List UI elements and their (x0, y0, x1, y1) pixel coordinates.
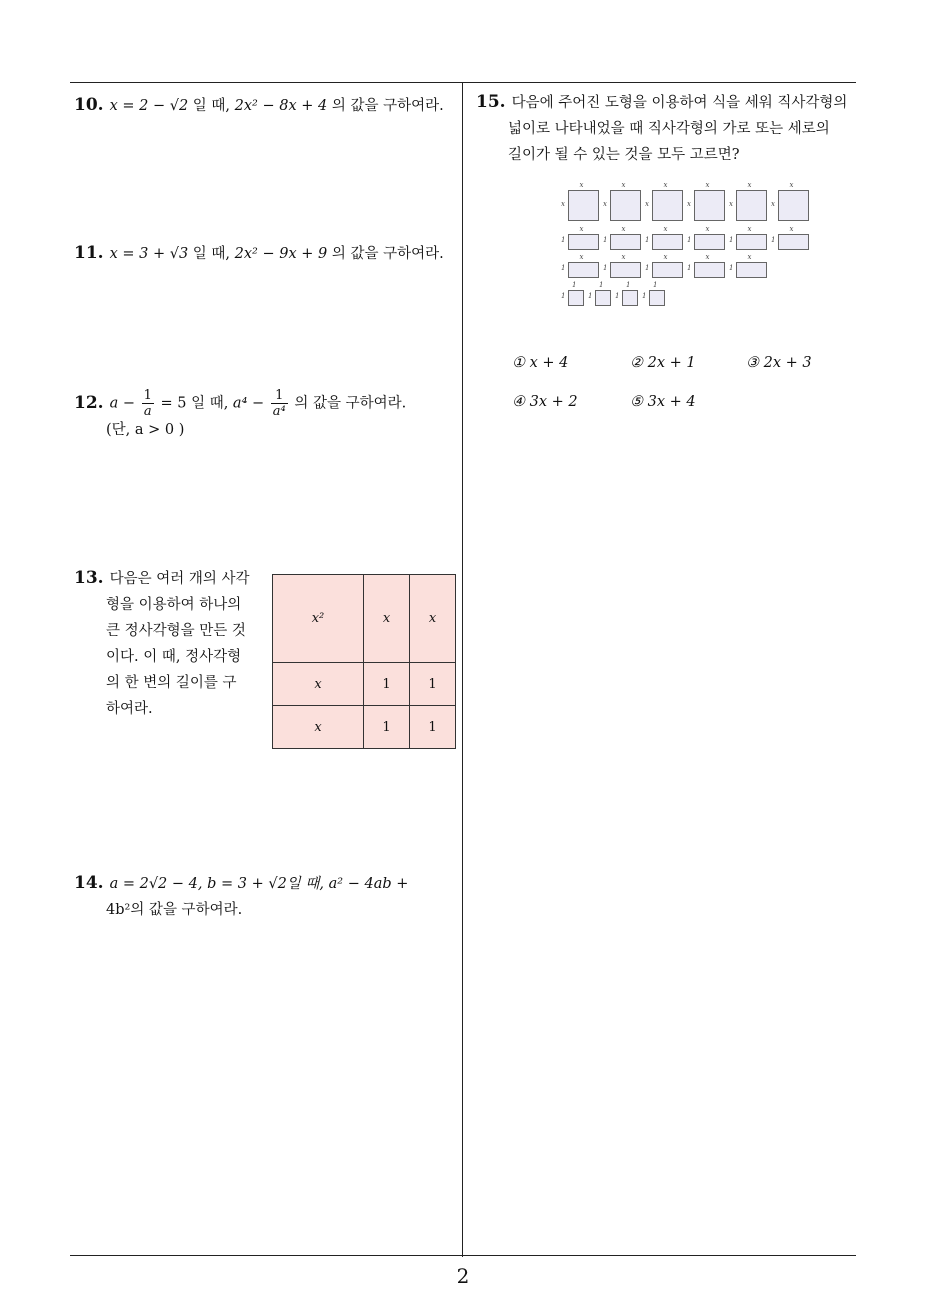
tile-label: x (705, 181, 710, 189)
x-tile (652, 262, 683, 278)
tile-label: 1 (729, 236, 734, 244)
tile-label: 1 (653, 281, 658, 289)
tile-label: x (747, 181, 752, 189)
text-line: a = 2√2 − 4, b = 3 + √2일 때, a² − 4ab + (109, 876, 409, 892)
choice-1[interactable]: ① x + 4 (512, 355, 569, 371)
problem-number: 14. (74, 873, 104, 893)
tile-label: 1 (603, 236, 608, 244)
algebra-tiles (556, 180, 816, 315)
tile-label: 1 (588, 292, 593, 300)
x-tile (736, 234, 767, 250)
tile-label: x (705, 225, 710, 233)
choice-5[interactable]: ⑤ 3x + 4 (630, 394, 696, 410)
x-squared-tile (652, 190, 683, 221)
condition-note: (단, a > 0 ) (106, 422, 185, 438)
tile-label: x (621, 181, 626, 189)
tile-label: x (579, 181, 584, 189)
math-expr: x = 3 + √3 (109, 246, 189, 262)
unit-tile (622, 290, 638, 306)
unit-tile (595, 290, 611, 306)
tile-label: x (789, 225, 794, 233)
choice-3[interactable]: ③ 2x + 3 (746, 355, 812, 371)
x-tile (652, 234, 683, 250)
tile-label: x (705, 253, 710, 261)
text: 의 값을 구하여라. (327, 246, 444, 262)
x-tile (568, 262, 599, 278)
tile-label: x (789, 181, 794, 189)
x-tile (694, 262, 725, 278)
grid-cell: 1 (410, 663, 456, 706)
grid-cell: x (364, 575, 410, 663)
problem-number: 13. (74, 568, 104, 588)
grid-cell: x² (273, 575, 364, 663)
text-line: 다음은 여러 개의 사각 (109, 571, 250, 587)
square-grid (272, 574, 456, 749)
problem-number: 10. (74, 95, 104, 115)
x-squared-tile (694, 190, 725, 221)
tile-label: 1 (687, 236, 692, 244)
tile-label: 1 (615, 292, 620, 300)
math-expr: x = 2 − √2 (109, 98, 189, 114)
tile-label: x (579, 253, 584, 261)
text-line: 이다. 이 때, 정사각형 (106, 649, 242, 665)
math-expr: a − (109, 395, 135, 412)
x-tile (568, 234, 599, 250)
tile-label: 1 (561, 236, 566, 244)
math-expr: 2x² − 9x + 9 (234, 246, 328, 262)
tile-label: 1 (626, 281, 631, 289)
problem-14 (74, 870, 456, 923)
column-divider (462, 82, 463, 1257)
top-rule (70, 82, 856, 83)
choice-4[interactable]: ④ 3x + 2 (512, 394, 578, 410)
text-line: 큰 정사각형을 만든 것 (106, 623, 246, 639)
problem-15 (476, 89, 861, 168)
tile-label: 1 (771, 236, 776, 244)
tile-label: x (747, 225, 752, 233)
text-line: 형을 이용하여 하나의 (106, 597, 242, 613)
x-squared-tile (778, 190, 809, 221)
x-tile (610, 262, 641, 278)
fraction: $\frac{1}{\text{a⁴}}$ (272, 388, 286, 419)
x-tile (610, 234, 641, 250)
tile-label: x (747, 253, 752, 261)
x-tile (694, 234, 725, 250)
x-tile (736, 262, 767, 278)
tile-label: 1 (645, 264, 650, 272)
tile-label: x (663, 225, 668, 233)
tile-label: 1 (599, 281, 604, 289)
grid-cell: 1 (364, 663, 410, 706)
tile-label: 1 (603, 264, 608, 272)
text: 의 값을 구하여라. (327, 98, 444, 114)
problem-number: 12. (74, 392, 104, 413)
tile-label: 1 (729, 264, 734, 272)
tile-label: x (663, 253, 668, 261)
problem-12 (74, 388, 406, 443)
math-expr: 2x² − 8x + 4 (234, 98, 328, 114)
x-squared-tile (736, 190, 767, 221)
text-line: 4b²의 값을 구하여라. (106, 902, 243, 918)
tile-label: 1 (642, 292, 647, 300)
tile-label: x (663, 181, 668, 189)
grid-cell: 1 (364, 706, 410, 749)
x-squared-tile (568, 190, 599, 221)
tile-label: x (645, 199, 649, 208)
problem-11 (74, 240, 444, 267)
text-line: 하여라. (106, 701, 153, 717)
text: 일 때, (188, 98, 235, 114)
tile-label: 1 (687, 264, 692, 272)
tile-label: x (771, 199, 775, 208)
unit-tile (568, 290, 584, 306)
problem-number: 11. (74, 243, 104, 263)
page-number: 2 (456, 1264, 470, 1288)
tile-label: 1 (561, 264, 566, 272)
tile-label: x (687, 199, 691, 208)
grid-cell: x (410, 575, 456, 663)
tile-label: 1 (572, 281, 577, 289)
grid-cell: x (273, 663, 364, 706)
tile-label: 1 (561, 292, 566, 300)
choice-2[interactable]: ② 2x + 1 (630, 355, 696, 371)
tile-label: x (603, 199, 607, 208)
grid-cell: 1 (410, 706, 456, 749)
tile-label: 1 (645, 236, 650, 244)
x-squared-tile (610, 190, 641, 221)
tile-label: x (621, 225, 626, 233)
grid-cell: x (273, 706, 364, 749)
text-line: 넓이로 나타내었을 때 직사각형의 가로 또는 세로의 (508, 121, 830, 137)
text: = 5 일 때, (160, 395, 233, 412)
unit-tile (649, 290, 665, 306)
tile-label: x (561, 199, 565, 208)
text-line: 길이가 될 수 있는 것을 모두 고르면? (508, 147, 740, 163)
text-line: 다음에 주어진 도형을 이용하여 식을 세워 직사각형의 (511, 95, 848, 111)
tile-label: x (621, 253, 626, 261)
problem-number: 15. (476, 92, 506, 112)
math-expr: a⁴ − (232, 395, 265, 412)
problem-13 (74, 565, 264, 722)
text-line: 의 한 변의 길이를 구 (106, 675, 237, 691)
tile-label: x (729, 199, 733, 208)
bottom-rule (70, 1255, 856, 1256)
text: 일 때, (188, 246, 235, 262)
fraction: $\frac{1}{a}$ (143, 388, 152, 419)
x-tile (778, 234, 809, 250)
text: 의 값을 구하여라. (294, 395, 407, 412)
problem-10 (74, 92, 444, 119)
tile-label: x (579, 225, 584, 233)
